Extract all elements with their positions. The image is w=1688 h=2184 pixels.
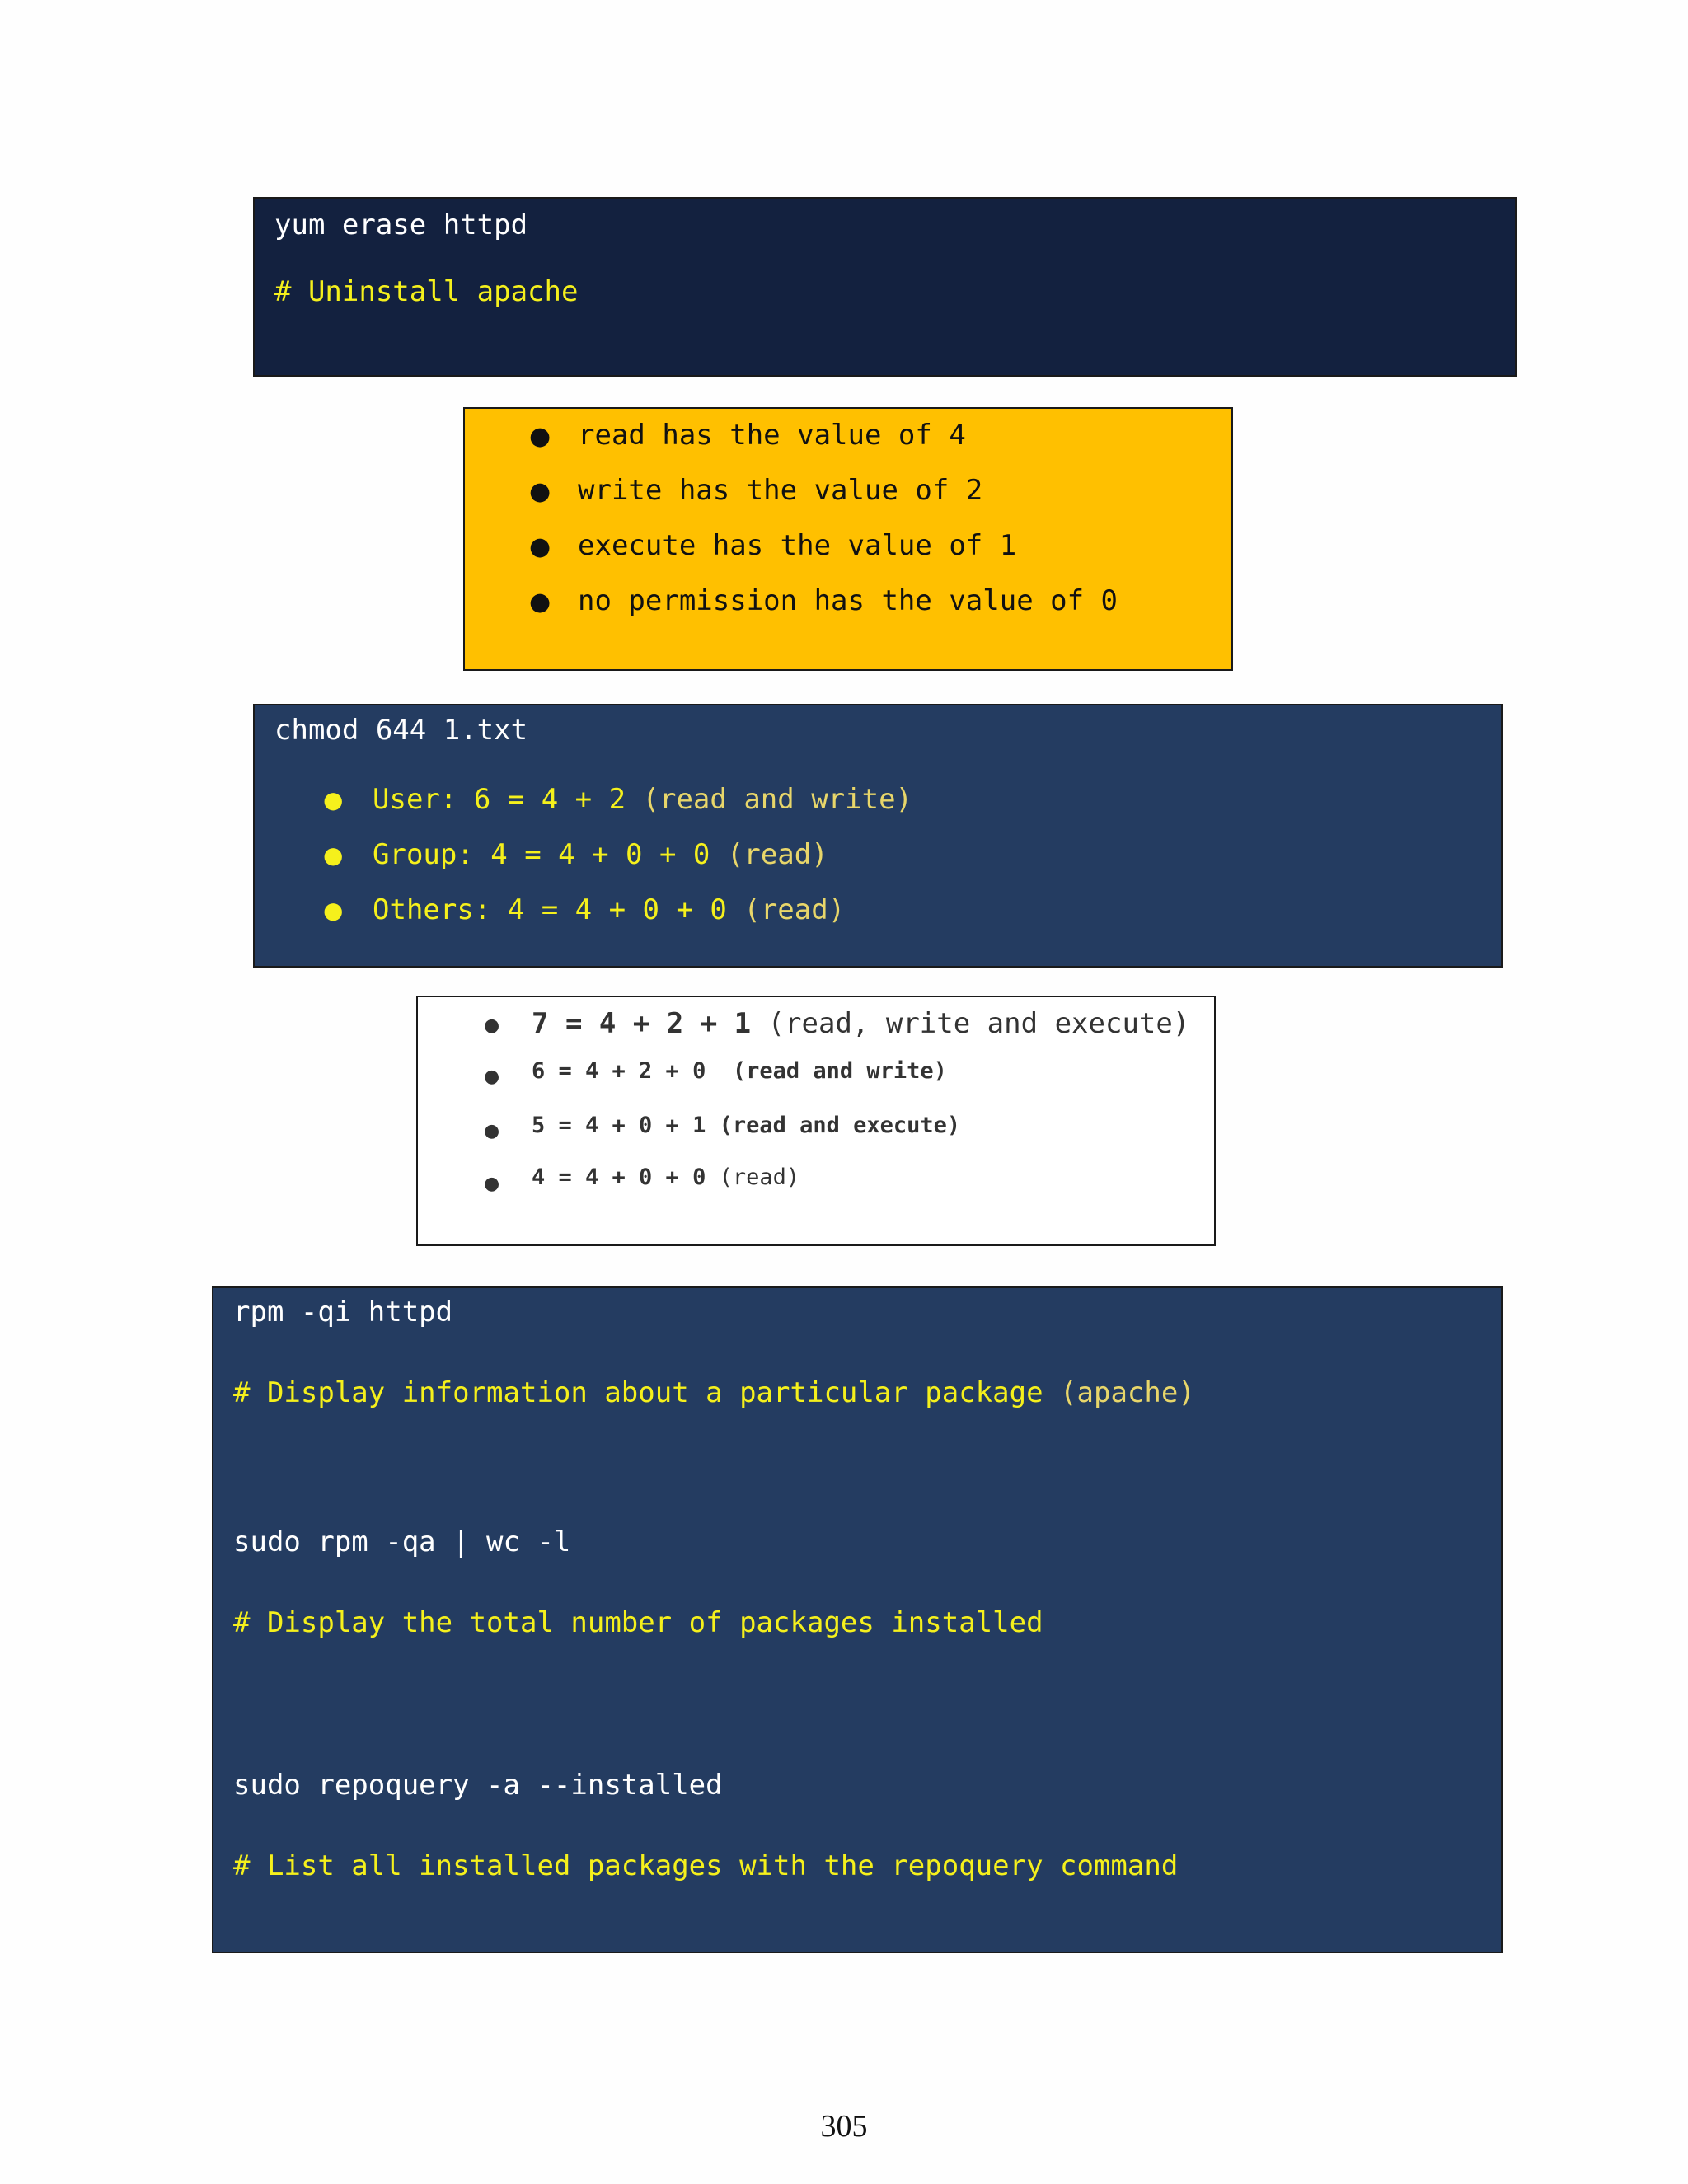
command-text: chmod 644 1.txt: [274, 714, 528, 747]
command-text: yum erase httpd: [274, 209, 528, 241]
list-item: 7 = 4 + 2 + 1 (read, write and execute): [532, 1007, 1190, 1040]
bullet-icon: ●: [323, 841, 344, 869]
list-item: Others: 4 = 4 + 0 + 0 (read): [373, 893, 846, 926]
list-item: Group: 4 = 4 + 0 + 0 (read): [373, 838, 828, 871]
command-text: sudo rpm -qa | wc -l: [233, 1526, 571, 1558]
code-block-yum-erase: [253, 197, 1517, 377]
comment-text: # List all installed packages with the repoquery command: [233, 1849, 1179, 1882]
bullet-icon: ●: [484, 1066, 500, 1087]
bullet-icon: ●: [484, 1015, 500, 1036]
bullet-icon: ●: [529, 532, 551, 561]
command-text: sudo repoquery -a --installed: [233, 1769, 723, 1802]
list-item: execute has the value of 1: [578, 529, 1017, 562]
permission-values-box: [463, 407, 1233, 671]
bullet-icon: ●: [484, 1121, 500, 1141]
bullet-icon: ●: [529, 477, 551, 506]
code-block-chmod: [253, 704, 1503, 968]
comment-text: # Uninstall apache: [274, 275, 579, 308]
command-text: rpm -qi httpd: [233, 1296, 453, 1329]
bullet-icon: ●: [323, 897, 344, 924]
permission-combinations-box: [416, 996, 1216, 1246]
comment-text: # Display information about a particular package (apache): [233, 1376, 1195, 1409]
comment-text: # Display the total number of packages installed: [233, 1606, 1043, 1639]
bullet-icon: ●: [484, 1174, 500, 1194]
bullet-icon: ●: [323, 786, 344, 813]
bullet-icon: ●: [529, 422, 551, 451]
list-item: 4 = 4 + 0 + 0 (read): [532, 1165, 800, 1190]
list-item: User: 6 = 4 + 2 (read and write): [373, 783, 913, 816]
page-number: 305: [820, 2109, 868, 2144]
list-item: no permission has the value of 0: [578, 584, 1118, 617]
code-block-rpm: [212, 1286, 1503, 1953]
list-item: write has the value of 2: [578, 474, 983, 507]
list-item: read has the value of 4: [578, 419, 966, 452]
list-item: 5 = 4 + 0 + 1 (read and execute): [532, 1113, 961, 1138]
bullet-icon: ●: [529, 588, 551, 616]
list-item: 6 = 4 + 2 + 0 (read and write): [532, 1058, 947, 1084]
